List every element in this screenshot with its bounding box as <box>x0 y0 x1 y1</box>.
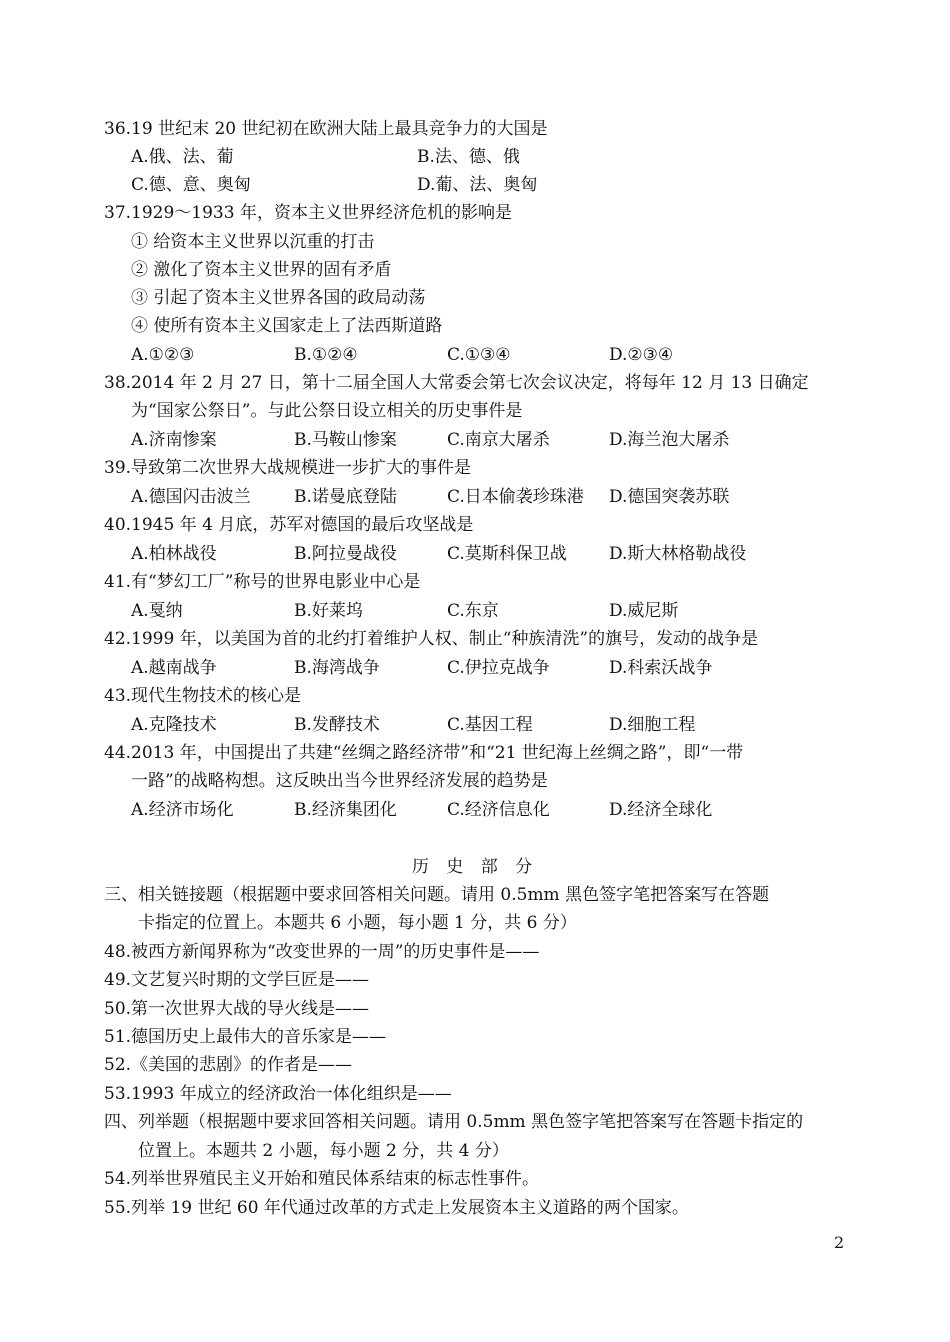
question-36-stem: 36.19 世纪末 20 世纪初在欧洲大陆上最具竞争力的大国是 <box>104 119 548 139</box>
q44-option-c: C.经济信息化 <box>447 800 550 820</box>
question-49: 49.文艺复兴时期的文学巨匠是—— <box>104 970 370 990</box>
question-52: 52.《美国的悲剧》的作者是—— <box>104 1055 353 1075</box>
question-54: 54.列举世界殖民主义开始和殖民体系结束的标志性事件。 <box>104 1169 540 1189</box>
question-38-stem-line2: 为“国家公祭日”。与此公祭日设立相关的历史事件是 <box>131 401 523 421</box>
q40-option-d: D.斯大林格勒战役 <box>609 544 747 564</box>
question-38-stem-line1: 38.2014 年 2 月 27 日，第十二届全国人大常委会第七次会议决定，将每年 12 月 13 日确定 <box>104 373 809 393</box>
question-55: 55.列举 19 世纪 60 年代通过改革的方式走上发展资本主义道路的两个国家。 <box>104 1198 689 1218</box>
q37-item-3: ③ 引起了资本主义世界各国的政局动荡 <box>131 288 426 308</box>
q36-option-d: D.葡、法、奥匈 <box>417 175 538 195</box>
part3-heading-line2: 卡指定的位置上。本题共 6 小题，每小题 1 分，共 6 分） <box>138 913 577 933</box>
q40-option-c: C.莫斯科保卫战 <box>447 544 567 564</box>
q37-item-1: ① 给资本主义世界以沉重的打击 <box>131 232 375 252</box>
q40-option-a: A.柏林战役 <box>131 544 217 564</box>
q37-option-c: C.①③④ <box>447 345 511 365</box>
question-42-stem: 42.1999 年，以美国为首的北约打着维护人权、制止“种族清洗”的旗号，发动的战争是 <box>104 629 759 649</box>
q42-option-a: A.越南战争 <box>131 658 217 678</box>
question-51: 51.德国历史上最伟大的音乐家是—— <box>104 1027 387 1047</box>
part4-heading-line1: 四、列举题（根据题中要求回答相关问题。请用 0.5mm 黑色签字笔把答案写在答题卡指定的 <box>104 1112 804 1132</box>
q43-option-c: C.基因工程 <box>447 715 533 735</box>
q38-option-b: B.马鞍山惨案 <box>294 430 397 450</box>
q42-option-d: D.科索沃战争 <box>609 658 713 678</box>
q37-option-d: D.②③④ <box>609 345 674 365</box>
q36-option-a: A.俄、法、葡 <box>131 147 234 167</box>
question-44-stem-line2: 一路”的战略构想。这反映出当今世界经济发展的趋势是 <box>131 771 548 791</box>
q41-option-c: C.东京 <box>447 601 499 621</box>
q37-option-a: A.①②③ <box>131 345 195 365</box>
q44-option-b: B.经济集团化 <box>294 800 397 820</box>
q36-option-b: B.法、德、俄 <box>417 147 520 167</box>
q37-item-4: ④ 使所有资本主义国家走上了法西斯道路 <box>131 316 443 336</box>
q38-option-a: A.济南惨案 <box>131 430 217 450</box>
question-44-stem-line1: 44.2013 年，中国提出了共建“丝绸之路经济带”和“21 世纪海上丝绸之路”，即“一带 <box>104 743 744 763</box>
q37-option-b: B.①②④ <box>294 345 358 365</box>
q41-option-b: B.好莱坞 <box>294 601 363 621</box>
q41-option-a: A.戛纳 <box>131 601 183 621</box>
question-53: 53.1993 年成立的经济政治一体化组织是—— <box>104 1084 452 1104</box>
question-39-stem: 39.导致第二次世界大战规模进一步扩大的事件是 <box>104 458 472 478</box>
q39-option-d: D.德国突袭苏联 <box>609 487 730 507</box>
q42-option-c: C.伊拉克战争 <box>447 658 550 678</box>
question-41-stem: 41.有“梦幻工厂”称号的世界电影业中心是 <box>104 572 421 592</box>
question-37-stem: 37.1929～1933 年，资本主义世界经济危机的影响是 <box>104 203 512 223</box>
part3-heading-line1: 三、相关链接题（根据题中要求回答相关问题。请用 0.5mm 黑色签字笔把答案写在答题 <box>104 885 770 905</box>
q39-option-b: B.诺曼底登陆 <box>294 487 397 507</box>
q38-option-c: C.南京大屠杀 <box>447 430 550 450</box>
q44-option-a: A.经济市场化 <box>131 800 234 820</box>
question-48: 48.被西方新闻界称为“改变世界的一周”的历史事件是—— <box>104 942 540 962</box>
question-43-stem: 43.现代生物技术的核心是 <box>104 686 302 706</box>
q44-option-d: D.经济全球化 <box>609 800 713 820</box>
section-title: 历 史 部 分 <box>411 857 539 877</box>
q43-option-b: B.发酵技术 <box>294 715 380 735</box>
q36-option-c: C.德、意、奥匈 <box>131 175 251 195</box>
q39-option-c: C.日本偷袭珍珠港 <box>447 487 584 507</box>
q38-option-d: D.海兰泡大屠杀 <box>609 430 730 450</box>
q43-option-a: A.克隆技术 <box>131 715 217 735</box>
q42-option-b: B.海湾战争 <box>294 658 380 678</box>
q41-option-d: D.威尼斯 <box>609 601 679 621</box>
part4-heading-line2: 位置上。本题共 2 小题，每小题 2 分，共 4 分） <box>138 1141 509 1161</box>
q37-item-2: ② 激化了资本主义世界的固有矛盾 <box>131 260 392 280</box>
page-number: 2 <box>834 1233 845 1252</box>
q43-option-d: D.细胞工程 <box>609 715 696 735</box>
q39-option-a: A.德国闪击波兰 <box>131 487 251 507</box>
q40-option-b: B.阿拉曼战役 <box>294 544 397 564</box>
question-40-stem: 40.1945 年 4 月底，苏军对德国的最后攻坚战是 <box>104 515 474 535</box>
question-50: 50.第一次世界大战的导火线是—— <box>104 999 370 1019</box>
